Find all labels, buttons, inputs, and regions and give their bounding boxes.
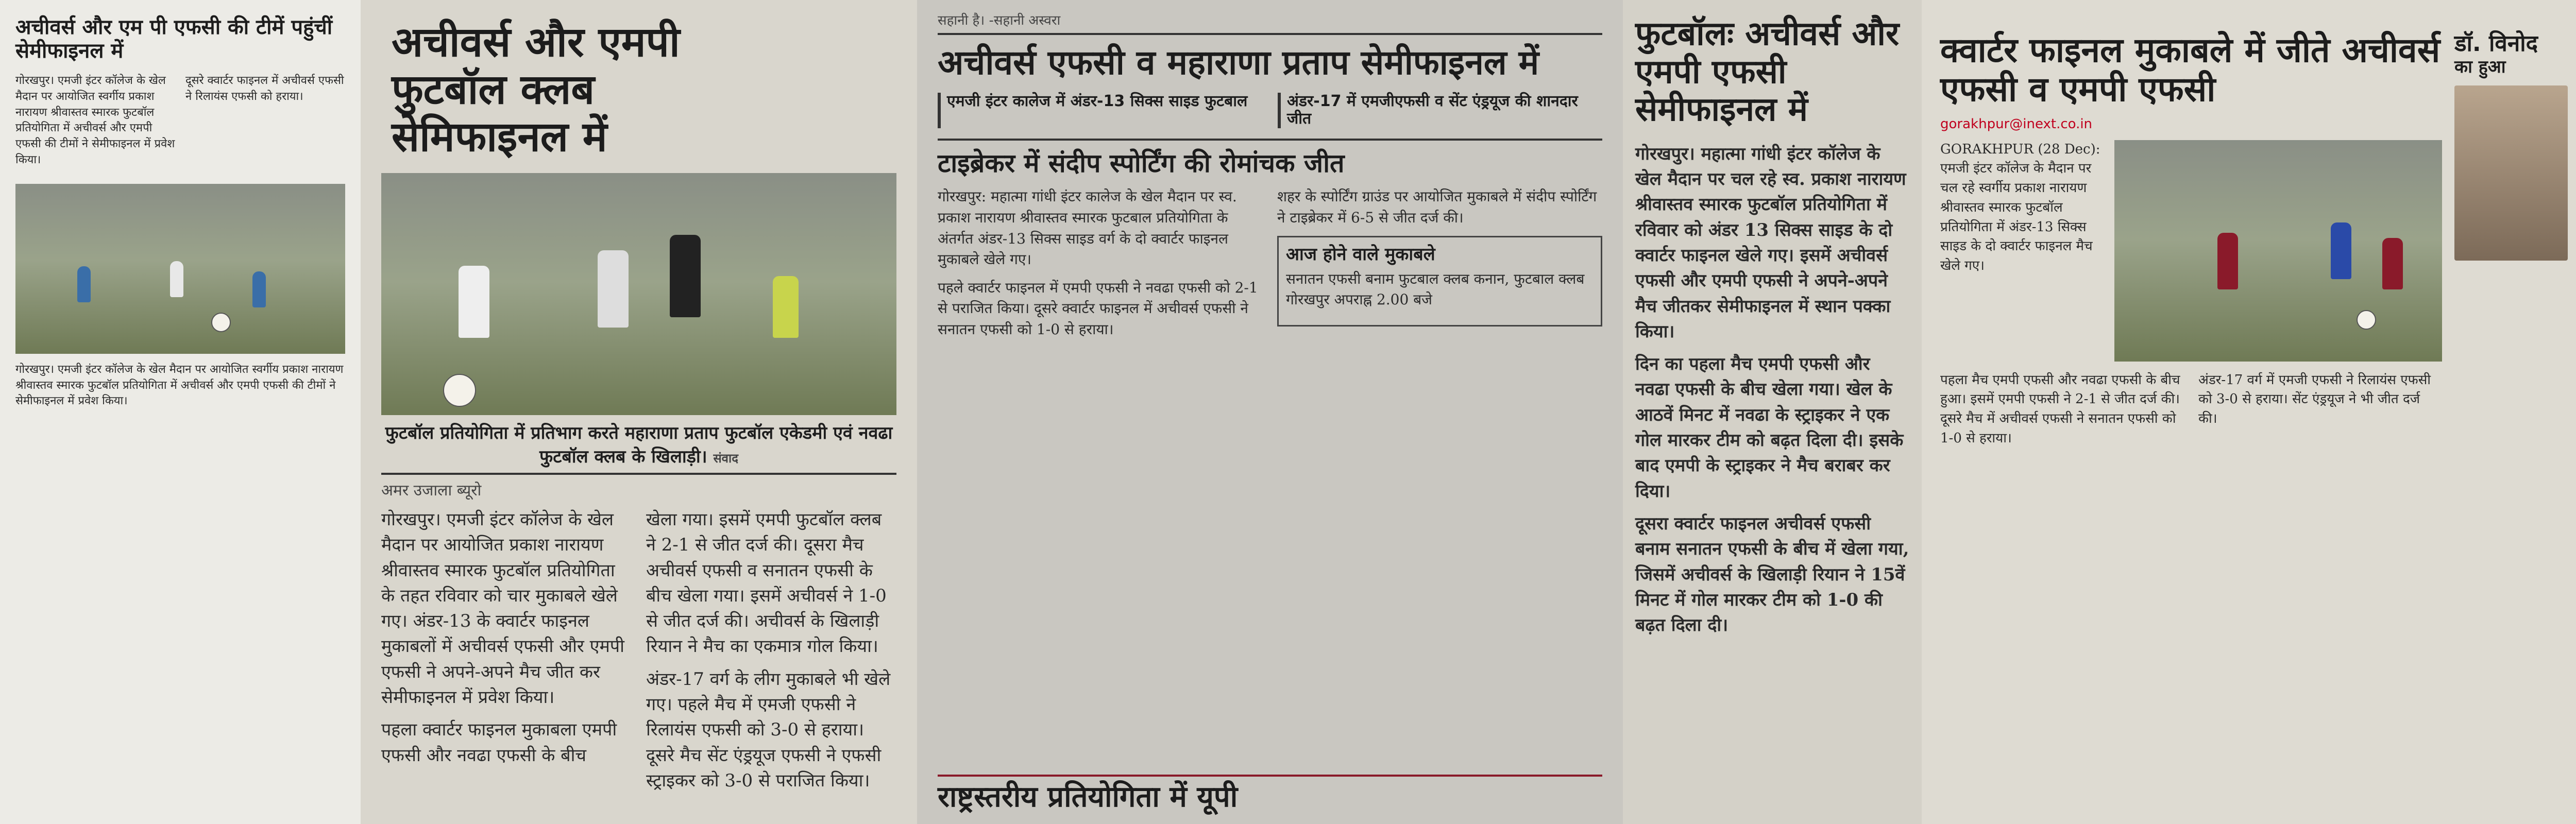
- clip-3-paragraph: गोरखपुर: महात्मा गांधी इंटर कालेज के खेल मैदान पर स्व. प्रकाश नारायण श्रीवास्तव स्मारक फुटबाल प्रतियोगिता के अंतर्गत अंडर-13 सिक्स साइड वर्ग के दो क्वार्टर फाइनल मुकाबले खेले गए।: [938, 188, 1237, 268]
- clip-3-paragraph: शहर के स्पोर्टिंग ग्राउंड पर आयोजित मुकाबले में संदीप स्पोर्टिंग ने टाइब्रेकर में 6-5 से जीत दर्ज की।: [1277, 188, 1597, 226]
- clip-5-paragraph: GORAKHPUR (28 Dec): एमजी इंटर कॉलेज के मैदान पर चल रहे स्वर्गीय प्रकाश नारायण श्रीवास्तव स्मारक फुटबॉल प्रतियोगिता में अंडर-13 सिक्स साइड के दो क्वार्टर फाइनल मैच खेले गए।: [1940, 141, 2100, 273]
- clip-4-headline: फुटबॉलः अचीवर्स और एमपी एफसी सेमीफाइनल में: [1635, 15, 1900, 129]
- clip-5-side-sub: का हुआ: [2454, 56, 2506, 77]
- clip-5-headline: क्वार्टर फाइनल मुकाबले में जीते अचीवर्स एफसी व एमपी एफसी: [1940, 30, 2441, 109]
- clip-4-paragraph: दूसरा क्वार्टर फाइनल अचीवर्स एफसी बनाम सनातन एफसी के बीच में खेला गया, जिसमें अचीवर्स के खिलाड़ी रियान ने 15वें मिनट में गोल मारकर टीम को 1-0 की बढ़त दिला दी।: [1635, 513, 1909, 636]
- clip-4-paragraph: दिन का पहला मैच एमपी एफसी और नवढा एफसी के बीच खेला गया। खेल के आठवें मिनट में नवढा के स्ट्राइकर ने एक गोल मारकर टीम को बढ़त दिला दी। इसके बाद एमपी के स्ट्राइकर ने मैच बराबर कर दिया।: [1635, 354, 1904, 502]
- portrait-photo: [2454, 85, 2568, 261]
- clip-1-paragraph: गोरखपुर। एमजी इंटर कॉलेज के खेल मैदान पर आयोजित स्वर्गीय प्रकाश नारायण श्रीवास्तव स्मारक फुटबॉल प्रतियोगिता में अचीवर्स और एमपी एफसी की टीमों ने सेमीफाइनल में प्रवेश किया।: [15, 363, 344, 408]
- clip-5: [1922, 0, 2576, 824]
- clip-2-photo: [381, 173, 896, 415]
- clip-1-headline: अचीवर्स और एम पी एफसी की टीमें पहुंचीं सेमीफाइनल में: [15, 15, 333, 63]
- clip-3-box-title: आज होने वाले मुकाबले: [1286, 244, 1435, 265]
- clip-2: [361, 0, 917, 824]
- clip-3-top-strip: सहानी है। -सहानी अस्वरा: [938, 13, 1061, 28]
- clip-4: [1623, 0, 1922, 824]
- clip-2-caption: फुटबॉल प्रतियोगिता में प्रतिभाग करते महाराणा प्रताप फुटबॉल एकेडमी एवं नवढा फुटबॉल क्लब के खिलाड़ी।: [385, 423, 893, 467]
- clip-4-paragraph: गोरखपुर। महात्मा गांधी इंटर कॉलेज के खेल मैदान पर चल रहे स्व. प्रकाश नारायण श्रीवास्तव स्मारक फुटबॉल प्रतियोगिता में रविवार को अंडर 13 सिक्स साइड के दो क्वार्टर फाइनल खेले गए। इसमें अचीवर्स एफसी और एमपी एफसी ने अपने-अपने मैच जीतकर सेमीफाइनल में स्थान पक्का किया।: [1635, 143, 1906, 342]
- clip-3-box-text: सनातन एफसी बनाम फुटबाल क्लब कनान, फुटबाल क्लब गोरखपुर अपराह्न 2.00 बजे: [1286, 270, 1585, 308]
- clip-2-byline: अमर उजाला ब्यूरो: [381, 482, 482, 500]
- clip-2-paragraph: गोरखपुर। एमजी इंटर कॉलेज के खेल मैदान पर आयोजित प्रकाश नारायण श्रीवास्तव स्मारक फुटबॉल प्रतियोगिता के तहत रविवार को चार मुकाबले खेले गए। अंडर-13 के क्वार्टर फाइनल मुकाबलों में अचीवर्स एफसी और एमपी एफसी ने अपने-अपने मैच जीत कर सेमीफाइनल में प्रवेश किया।: [381, 509, 624, 708]
- clip-5-side-heading: डॉ. विनोद: [2454, 30, 2538, 57]
- clip-3-paragraph: पहले क्वार्टर फाइनल में एमपी एफसी ने नवढा एफसी को 2-1 से पराजित किया। दूसरे क्वार्टर फाइनल में अचीवर्स एफसी ने सनातन एफसी को 1-0 से हराया।: [938, 279, 1258, 338]
- clip-2-paragraph: पहला क्वार्टर फाइनल मुकाबला एमपी एफसी और नवढा एफसी के बीच: [381, 719, 617, 766]
- clip-2-paragraph: खेला गया। इसमें एमपी फुटबॉल क्लब ने 2-1 से जीत दर्ज की। दूसरा मैच अचीवर्स एफसी व सनातन एफसी के बीच खेला गया। इसमें अचीवर्स ने 1-0 से जीत दर्ज की। अचीवर्स के खिलाड़ी रियान ने मैच का एकमात्र गोल किया।: [646, 509, 887, 657]
- clip-3-headline-2: टाइब्रेकर में संदीप स्पोर्टिंग की रोमांचक जीत: [938, 148, 1345, 178]
- clip-2-headline: अचीवर्स और एमपी फुटबॉल क्लब सेमिफाइनल में: [392, 18, 680, 161]
- clip-5-photo: [2114, 140, 2442, 362]
- clip-3-headline: अचीवर्स एफसी व महाराणा प्रताप सेमीफाइनल में: [938, 43, 1539, 82]
- clip-1-photo: [15, 184, 345, 354]
- clip-3-fixtures-box: [1277, 236, 1602, 327]
- clip-5-email: gorakhpur@inext.co.in: [1940, 116, 2093, 132]
- clip-5-paragraph: अंडर-17 वर्ग में एमजी एफसी ने रिलायंस एफसी को 3-0 से हराया। सेंट एंड्रयूज ने भी जीत दर्ज की।: [2198, 372, 2431, 427]
- clip-2-paragraph: अंडर-17 वर्ग के लीग मुकाबले भी खेले गए। पहले मैच में एमजी एफसी ने रिलायंस एफसी को 3-0 से हराया। दूसरे मैच सेंट एंड्रयूज एफसी ने एफसी स्ट्राइकर को 3-0 से पराजित किया।: [646, 668, 891, 791]
- clip-3: [917, 0, 1623, 824]
- clip-3-bottom-headline: राष्ट्रस्तरीय प्रतियोगिता में यूपी: [938, 780, 1238, 814]
- clip-1-paragraph: दूसरे क्वार्टर फाइनल में अचीवर्स एफसी ने रिलायंस एफसी को हराया।: [185, 74, 344, 103]
- clip-2-caption-credit: संवाद: [713, 451, 738, 466]
- clip-5-paragraph: पहला मैच एमपी एफसी और नवढा एफसी के बीच हुआ। इसमें एमपी एफसी ने 2-1 से जीत दर्ज की। दूसरे मैच में अचीवर्स एफसी ने सनातन एफसी को 1-0 से हराया।: [1940, 372, 2180, 446]
- clip-3-subhead: अंडर-17 में एमजीएफसी व सेंट एंड्रयूज की शानदार जीत: [1278, 93, 1602, 128]
- clip-1-paragraph: गोरखपुर। एमजी इंटर कॉलेज के खेल मैदान पर आयोजित स्वर्गीय प्रकाश नारायण श्रीवास्तव स्मारक फुटबॉल प्रतियोगिता में अचीवर्स और एमपी एफसी की टीमों ने सेमीफाइनल में प्रवेश किया।: [15, 74, 175, 166]
- clip-3-subhead: एमजी इंटर कालेज में अंडर-13 सिक्स साइड फुटबाल: [938, 93, 1262, 128]
- clip-1: [0, 0, 361, 824]
